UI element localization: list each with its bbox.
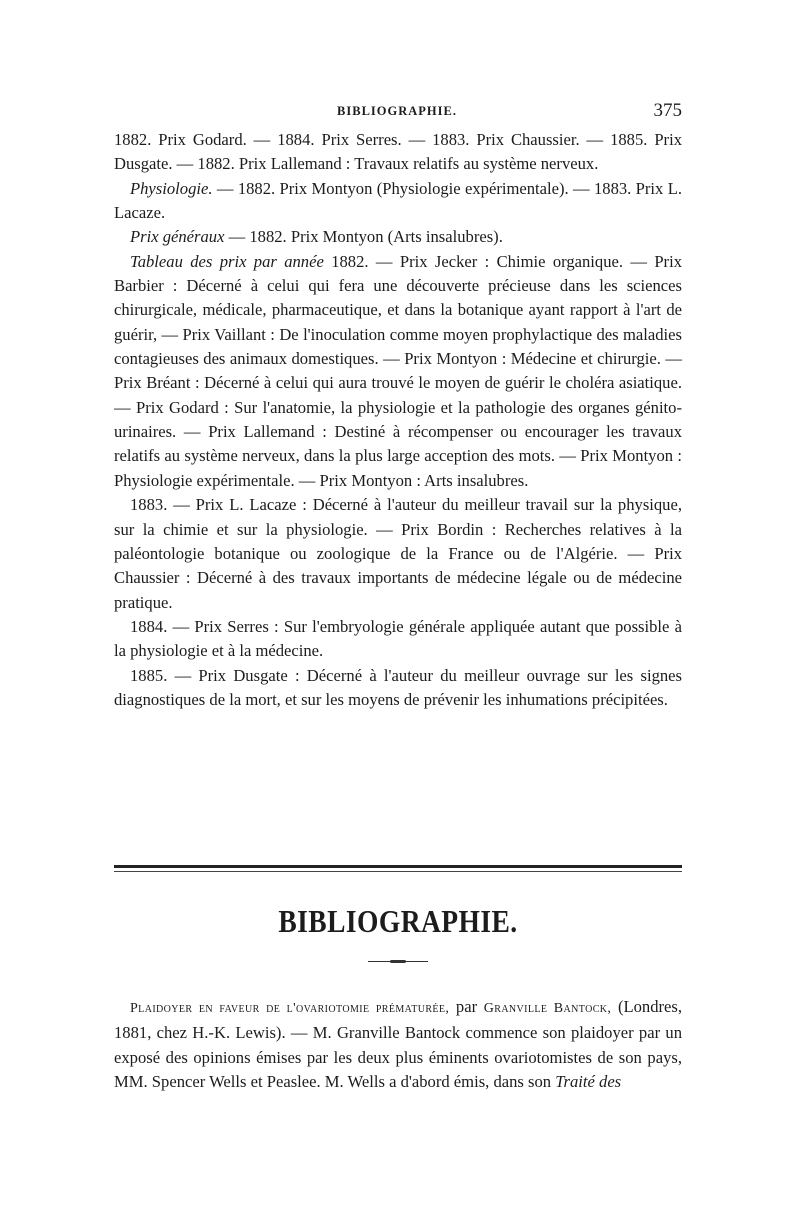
label-physiologie: Physiologie. [130, 178, 213, 198]
ornament-divider [368, 960, 428, 963]
section-divider-thin [114, 871, 682, 872]
paragraph-1885: 1885. — Prix Dusgate : Décerné à l'auteur du meilleur ouvrage sur les signes diagnostiques de la mort, et sur les moyens de prévenir les inhumations précipitées. [114, 665, 682, 709]
label-tableau: Tableau des prix par année [130, 251, 324, 271]
text-physiologie: — 1882. Prix Montyon (Physiologie expérimentale). — 1883. Prix L. Lacaze. [114, 178, 682, 223]
ornament-center [390, 960, 406, 963]
paragraph-prize-years: 1882. Prix Godard. — 1884. Prix Serres. — 1883. Prix Chaussier. — 1885. Prix Dusgate. — 1882. Prix Lallemand : Travaux relatifs au système nerveux. [114, 130, 682, 174]
paragraph-1883: 1883. — Prix L. Lacaze : Décerné à l'auteur du meilleur travail sur la physique, sur la chimie et sur la physiologie. — Prix Bordin : Recherches relatives à la paléontologie botanique ou zoologique de la France ou de l'Algérie. — Prix Chaussier : Décerné à des travaux importants de médecine légale ou de médecine pratique. [114, 495, 682, 612]
text-tableau-1882: 1882. — Prix Jecker : Chimie organique. — Prix Barbier : Décerné à celui qui fera une découverte précieuse dans les sciences chirurgicale, médicale, pharmaceutique, et dans la botanique ayant rapport à l'art de guérir, — Prix Vaillant : De l'inoculation comme moyen prophylactique des maladies contagieuses des animaux domestiques. — Prix Montyon : Médecine et chirurgie. — Prix Bréant : Décerné à celui qui aura trouvé le moyen de guérir le choléra asiatique. — Prix Godard : Sur l'anatomie, la physiologie et la pathologie des organes génito-urinaires. — Prix Lallemand : Destiné à récompenser ou encourager les travaux relatifs au système nerveux, dans la plus large acception des mots. — Prix Montyon : Physiologie expérimentale. — Prix Montyon : Arts insalubres. [114, 251, 682, 490]
text-prix-generaux: — 1882. Prix Montyon (Arts insalubres). [224, 227, 503, 247]
paragraph-1884: 1884. — Prix Serres : Sur l'embryologie générale appliquée autant que possible à la physiologie et à la médecine. [114, 616, 682, 661]
review-entry [114, 995, 682, 1095]
review-italic-tail: Traité des [555, 1072, 622, 1092]
review-text: (Londres, 1881, chez H.-K. Lewis). — M. Granville Bantock commence son plaidoyer par un exposé des opinions émises par les deux plus éminents ovariotomistes de son pays, MM. Spencer Wells et Peaslee. M. Wells a d'abord émis, dans son [114, 997, 682, 1092]
label-prix-generaux: Prix généraux [130, 227, 225, 247]
review-by: par [449, 997, 484, 1016]
running-title: BIBLIOGRAPHIE. [337, 104, 457, 118]
section-title: BIBLIOGRAPHIE. [278, 903, 518, 939]
prize-list-text [114, 128, 682, 712]
paragraph-physiologie [114, 177, 682, 226]
section-divider-thick [114, 865, 682, 868]
paragraph-tableau-1882 [114, 250, 682, 493]
paragraph-prix-generaux [114, 225, 682, 249]
running-head [112, 100, 682, 124]
review-title: Plaidoyer en faveur de l'ovariotomie prématurée, [130, 1001, 450, 1016]
review-author: Granville Bantock, [483, 1001, 612, 1016]
page-number: 375 [653, 100, 682, 121]
review-paragraph [114, 995, 682, 1095]
